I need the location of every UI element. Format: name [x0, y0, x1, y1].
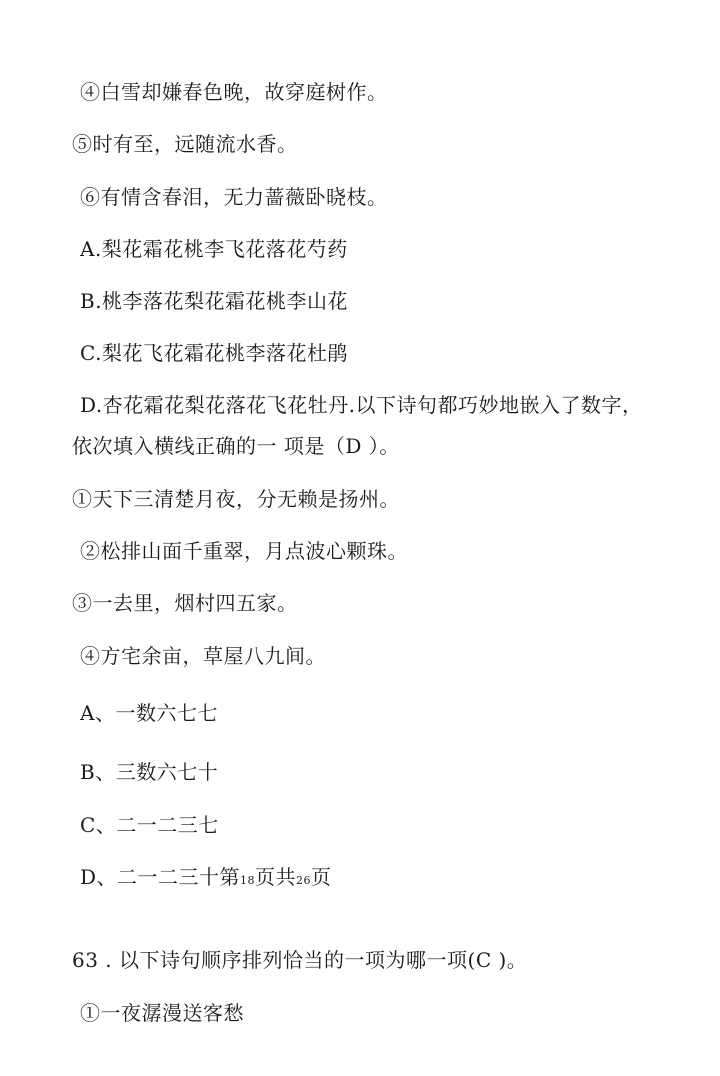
- option-line: [80, 864, 332, 894]
- text-line: ④白雪却嫌春色晚，故穿庭树作。: [80, 80, 388, 104]
- page-footer-suffix: 页: [311, 865, 332, 889]
- text-line: ①天下三清楚月夜，分无赖是扬州。: [72, 487, 400, 511]
- text-line: ②松排山面千重翠，月点波心颗珠。: [80, 539, 408, 563]
- option-line: B.桃李落花梨花霜花桃李山花: [80, 289, 349, 313]
- option-line: A.梨花霜花桃李飞花落花芍药: [80, 237, 348, 261]
- page-footer-prefix: 第: [219, 865, 241, 889]
- text-line: 依次填入横线正确的一 项是（D ）。: [72, 434, 400, 458]
- option-text: D、二一二三十: [80, 865, 220, 889]
- option-line: D.杏花霜花梨花落花飞花牡丹.以下诗句都巧妙地嵌入了数字，: [80, 393, 643, 417]
- text-line: ①一夜潺漫送客愁: [80, 1001, 244, 1025]
- question-title: 63 . 以下诗句顺序排列恰当的一项为哪一项(C )。: [72, 948, 528, 972]
- page-footer-middle: 页共: [255, 865, 297, 889]
- option-line: B、三数六七十: [80, 760, 219, 784]
- page-footer-current: 18: [240, 874, 256, 887]
- option-line: C、二一二三七: [80, 813, 219, 837]
- text-line: ④方宅余亩，草屋八九间。: [80, 644, 326, 668]
- option-line: A、一数六七七: [80, 701, 218, 725]
- text-line: ⑥有情含春泪，无力蔷薇卧晓枝。: [80, 185, 388, 209]
- option-line: C.梨花飞花霜花桃李落花杜鹃: [80, 341, 348, 365]
- text-line: ③一去里，烟村四五家。: [72, 591, 298, 615]
- text-line: ⑤时有至，远随流水香。: [72, 132, 298, 156]
- page-footer-total: 26: [296, 874, 312, 887]
